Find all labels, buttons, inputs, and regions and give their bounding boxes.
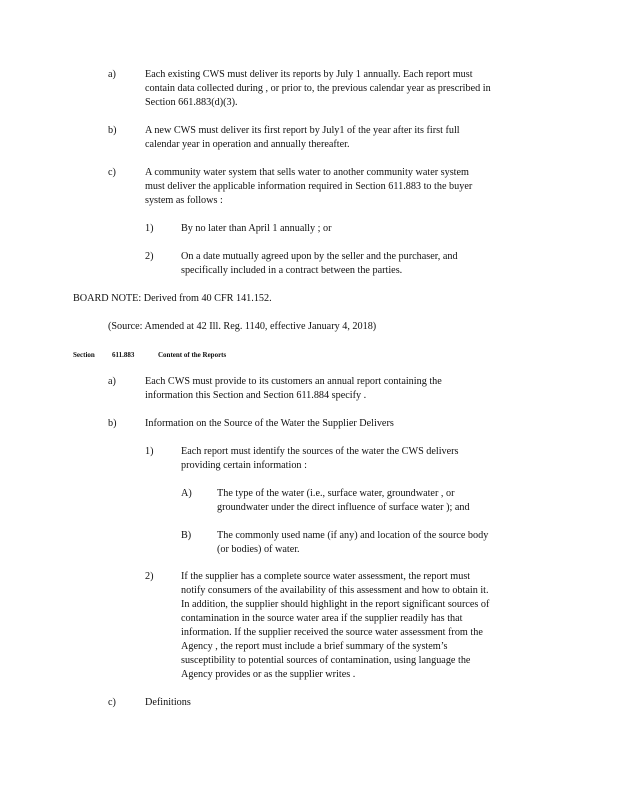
item2-a-label: a)	[108, 376, 116, 387]
section-number: 611.883	[112, 351, 135, 359]
item2-b1-text: Each report must identify the sources of the water the CWS delivers providing certain information :	[181, 446, 459, 471]
item2-b2-label: 2)	[145, 571, 154, 582]
item-c1-text: By no later than April 1 annually ; or	[181, 223, 332, 234]
item2-b-label: b)	[108, 418, 117, 429]
item2-b1B-label: B)	[181, 530, 192, 541]
item2-a-text: Each CWS must provide to its customers an annual report containing the information this Section and Section 611.884 specify .	[145, 376, 442, 401]
item2-b1A-label: A)	[181, 488, 192, 499]
item2-b1A-text: The type of the water (i.e., surface water, groundwater , or groundwater under the direct influence of surface water ); and	[217, 488, 470, 513]
board-note: BOARD NOTE: Derived from 40 CFR 141.152.	[73, 293, 272, 304]
item-c-text: A community water system that sells water to another community water system must deliver the applicable information required in Section 611.883 to the buyer system as follows :	[145, 167, 473, 206]
item-c2-label: 2)	[145, 251, 154, 262]
item2-b1B-text: The commonly used name (if any) and location of the source body (or bodies) of water.	[217, 530, 489, 555]
item-b-label: b)	[108, 125, 117, 136]
item2-b1-label: 1)	[145, 446, 154, 457]
item-a-label: a)	[108, 69, 116, 80]
item2-b2-text: If the supplier has a complete source water assessment, the report must notify consumers of the availability of this assessment and how to obtain it. In addition, the supplier should highlight in the report significant sources of contamination in the source water area if the supplier readily has that information. If the supplier received the source water assessment from the Agency , the report must include a brief summary of the system’s susceptibility to potential sources of contamination, using language the Agency provides or as the supplier writes .	[181, 571, 490, 680]
item-c2-text: On a date mutually agreed upon by the seller and the purchaser, and specifically included in a contract between the parties.	[181, 251, 458, 276]
section-title: Content of the Reports	[158, 351, 227, 359]
item2-c-label: c)	[108, 697, 116, 708]
section-label: Section	[73, 351, 95, 359]
item2-c-text: Definitions	[145, 697, 191, 708]
item2-b-text: Information on the Source of the Water the Supplier Delivers	[145, 418, 394, 429]
item-a-text: Each existing CWS must deliver its reports by July 1 annually. Each report must contain data collected during , or prior to, the previous calendar year as prescribed in Section 661.883(d)(3).	[145, 69, 491, 108]
item-b-text: A new CWS must deliver its first report by July1 of the year after its first full calendar year in operation and annually thereafter.	[145, 125, 460, 150]
source-note: (Source: Amended at 42 Ill. Reg. 1140, effective January 4, 2018)	[108, 321, 377, 332]
item-c1-label: 1)	[145, 223, 154, 234]
item-c-label: c)	[108, 167, 116, 178]
